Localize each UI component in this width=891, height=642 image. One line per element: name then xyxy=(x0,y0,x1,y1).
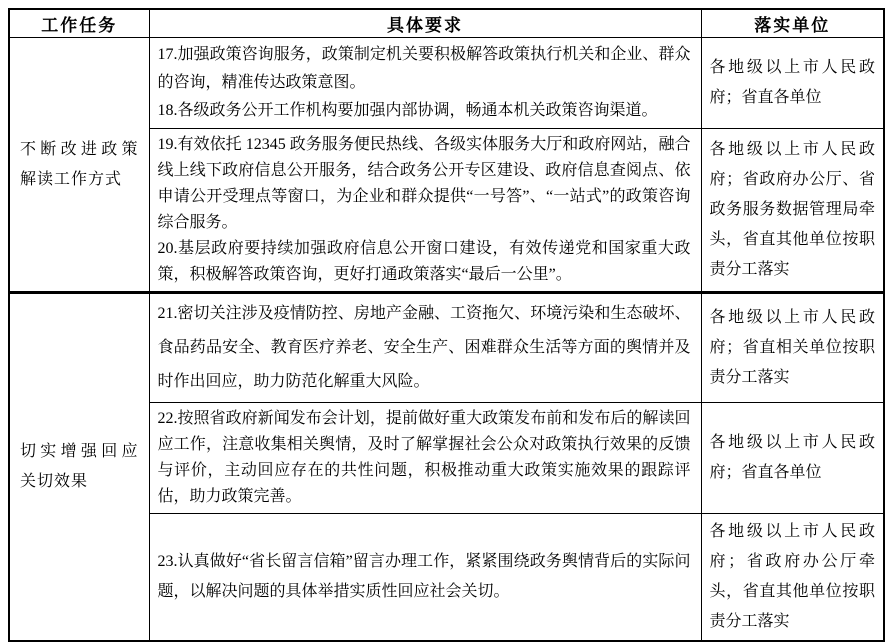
table-header-row xyxy=(9,9,884,38)
requirements-cell xyxy=(149,129,701,293)
unit-cell: 各地级以上市人民政府；省直各单位 xyxy=(701,38,884,129)
requirement-item-19: 19.有效依托 12345 政务服务便民热线、各级实体服务大厅和政府网站，融合线上线下政府信息公开服务，结合政务公开专区建设、政府信息查阅点、依申请公开受理点等窗口，为企业和群众提供“一号答”、“一站式”的政策咨询综合服务。 xyxy=(157,136,691,231)
requirements-cell xyxy=(149,403,701,514)
requirement-item-22: 22.按照省政府新闻发布会计划，提前做好重大政策发布前和发布后的解读回应工作，注意收集相关舆情，及时了解掌握社会公众对政策执行效果的反馈与评价，主动回应存在的共性问题，积极推动重大政策实施效果的跟踪评估，助力政策完善。 xyxy=(157,410,691,505)
requirement-item-23: 23.认真做好“省长留言信箱”留言办理工作，紧紧围绕政务舆情背后的实际问题，以解决问题的具体举措实质性回应社会关切。 xyxy=(157,553,691,600)
header-cell-work-task: 工作任务 xyxy=(9,9,149,38)
table-row xyxy=(9,293,884,403)
requirement-item-20: 20.基层政府要持续加强政府信息公开窗口建设，有效传递党和国家重大政策，积极解答政策咨询，更好打通政策落实“最后一公里”。 xyxy=(157,240,691,283)
task-cell-policy-interpretation: 不断改进政策解读工作方式 xyxy=(9,38,149,293)
table-row xyxy=(9,38,884,129)
header-cell-requirements: 具体要求 xyxy=(149,9,701,38)
unit-cell: 各地级以上市人民政府；省直各单位 xyxy=(701,403,884,514)
unit-cell: 各地级以上市人民政府；省直相关单位按职责分工落实 xyxy=(701,293,884,403)
task-cell-response-effect: 切实增强回应关切效果 xyxy=(9,293,149,642)
header-cell-implementing-unit: 落实单位 xyxy=(701,9,884,38)
requirement-item-18: 18.各级政务公开工作机构要加强内部协调，畅通本机关政策咨询渠道。 xyxy=(157,102,658,119)
requirements-cell xyxy=(149,38,701,129)
unit-cell: 各地级以上市人民政府；省政府办公厅牵头，省直其他单位按职责分工落实 xyxy=(701,514,884,642)
requirements-cell xyxy=(149,293,701,403)
requirement-item-17: 17.加强政策咨询服务，政策制定机关要积极解答政策执行机关和企业、群众的咨询，精准传达政策意图。 xyxy=(157,46,691,91)
requirements-cell xyxy=(149,514,701,642)
requirement-item-21: 21.密切关注涉及疫情防控、房地产金融、工资拖欠、环境污染和生态破坏、食品药品安全、教育医疗养老、安全生产、困难群众生活等方面的舆情并及时作出回应，助力防范化解重大风险。 xyxy=(157,305,691,390)
unit-cell: 各地级以上市人民政府；省政府办公厅、省政务服务数据管理局牵头，省直其他单位按职责分工落实 xyxy=(701,129,884,293)
work-task-table xyxy=(8,8,885,642)
